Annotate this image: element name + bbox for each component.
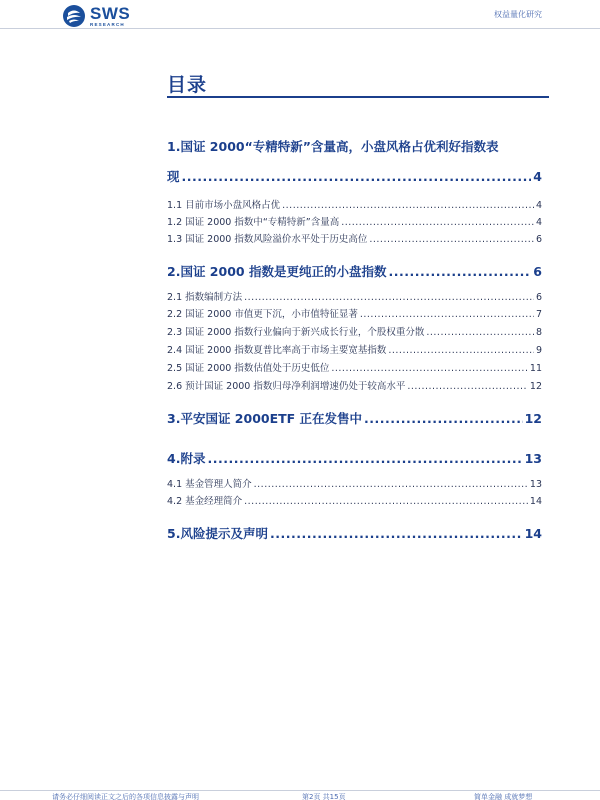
toc-entry-2-5[interactable]	[167, 360, 542, 374]
leader-dots	[369, 234, 534, 245]
toc-entry-label: 2.5 国证 2000 指数估值处于历史低位	[167, 363, 330, 374]
toc-page-number: 6	[535, 234, 542, 245]
toc-entry-label: 2.6 预计国证 2000 指数归母净利润增速仍处于较高水平	[167, 381, 406, 392]
toc-entry-label: 3.平安国证 2000ETF 正在发售中	[167, 411, 363, 426]
toc-entry-1[interactable]	[167, 137, 542, 185]
toc-entry-2-1[interactable]	[167, 289, 542, 303]
toc-page-number: 4	[533, 169, 542, 184]
leader-dots	[426, 327, 534, 338]
toc-entry-label: 2.1 指数编制方法	[167, 292, 243, 303]
toc-page-number: 13	[524, 451, 542, 466]
toc-entry-label: 4.附录	[167, 451, 206, 466]
toc-page-number: 12	[524, 411, 542, 426]
toc-entry-2-4[interactable]	[167, 342, 542, 356]
toc-entry-2[interactable]	[167, 262, 542, 280]
leader-dots	[182, 169, 532, 184]
toc-entry-2-2[interactable]	[167, 306, 542, 320]
toc-page-number: 11	[529, 363, 542, 374]
leader-dots	[360, 309, 534, 320]
toc-entry-3[interactable]	[167, 409, 542, 427]
leader-dots	[388, 264, 531, 279]
toc-entry-5[interactable]	[167, 524, 542, 542]
toc-entry-label: 1.1 目前市场小盘风格占优	[167, 200, 281, 211]
toc-entry-label: 4.2 基金经理简介	[167, 496, 243, 507]
leader-dots	[270, 526, 523, 541]
toc-entry-label-cont: 现	[167, 169, 180, 184]
title-rule	[167, 96, 549, 98]
toc-entry-2-6[interactable]	[167, 378, 542, 392]
leader-dots	[388, 345, 534, 356]
leader-dots	[254, 479, 528, 490]
toc-entry-label: 1.2 国证 2000 指数中“专精特新”含量高	[167, 217, 340, 228]
toc-entry-label: 4.1 基金管理人简介	[167, 479, 252, 490]
toc-page-number: 4	[535, 217, 542, 228]
leader-dots	[407, 381, 528, 392]
toc-page-number: 7	[535, 309, 542, 320]
toc-entry-label: 5.风险提示及声明	[167, 526, 268, 541]
toc-entry-label: 1.3 国证 2000 指数风险溢价水平处于历史高位	[167, 234, 368, 245]
toc-entry-label: 2.4 国证 2000 指数夏普比率高于市场主要宽基指数	[167, 345, 387, 356]
footer-slogan: 简单金融 成就梦想	[474, 793, 533, 800]
toc-page-number: 6	[533, 264, 542, 279]
toc-page-number: 6	[535, 292, 542, 303]
toc-entry-4[interactable]	[167, 449, 542, 467]
footer-page-count: 第2页 共15页	[302, 793, 346, 800]
report-category: 权益量化研究	[494, 10, 542, 19]
toc-page-number: 14	[524, 526, 542, 541]
toc-title: 目录	[167, 74, 208, 96]
toc-page-number: 14	[529, 496, 542, 507]
toc-entry-label: 2.3 国证 2000 指数行业偏向于新兴成长行业，个股权重分散	[167, 327, 425, 338]
logo-subtitle: RESEARCH	[90, 21, 125, 27]
logo	[62, 4, 130, 28]
toc-entry-1-1[interactable]	[167, 197, 542, 211]
leader-dots	[364, 411, 523, 426]
leader-dots	[331, 363, 528, 374]
leader-dots	[282, 200, 534, 211]
toc-page-number: 4	[535, 200, 542, 211]
toc-page-number: 13	[529, 479, 542, 490]
toc-entry-4-2[interactable]	[167, 493, 542, 507]
toc-page-number: 12	[529, 381, 542, 392]
toc-entry-4-1[interactable]	[167, 476, 542, 490]
toc-entry-1-3[interactable]	[167, 231, 542, 245]
footer	[0, 792, 600, 800]
toc-entry-1-2[interactable]	[167, 214, 542, 228]
leader-dots	[341, 217, 534, 228]
leader-dots	[244, 496, 528, 507]
toc-entry-label: 2.2 国证 2000 市值更下沉，小市值特征显著	[167, 309, 358, 320]
header-divider	[0, 28, 600, 29]
leader-dots	[207, 451, 522, 466]
logo-name: SWS	[90, 3, 131, 23]
toc-entry-2-3[interactable]	[167, 324, 542, 338]
sws-logo-icon	[62, 4, 86, 28]
footer-disclaimer: 请务必仔细阅读正文之后的各项信息披露与声明	[52, 793, 199, 800]
toc-entry-label: 1.国证 2000“专精特新”含量高，小盘风格占优利好指数表	[167, 139, 499, 154]
leader-dots	[244, 292, 534, 303]
footer-divider	[0, 790, 600, 791]
toc-page-number: 8	[535, 327, 542, 338]
toc-entry-label: 2.国证 2000 指数是更纯正的小盘指数	[167, 264, 387, 279]
toc-page-number: 9	[535, 345, 542, 356]
